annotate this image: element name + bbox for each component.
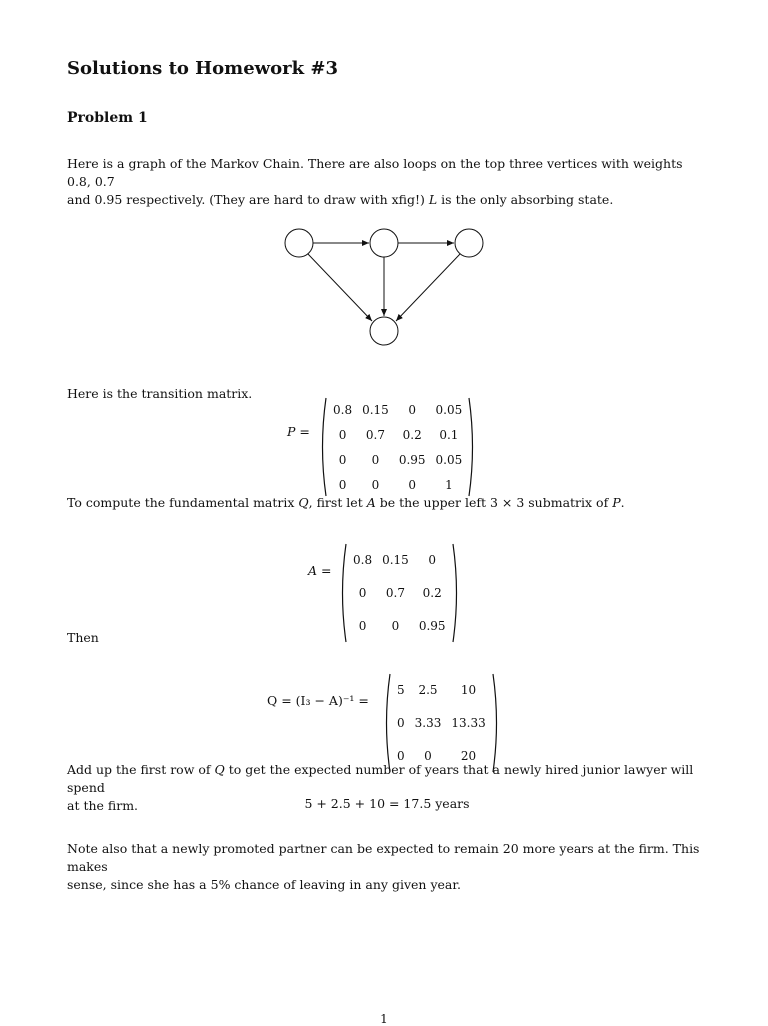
matrix-cell: 13.33 bbox=[451, 715, 486, 730]
matrix-row bbox=[328, 447, 467, 472]
matrix-cell: 0.15 bbox=[382, 552, 409, 567]
matrix-cell: 0 bbox=[391, 619, 400, 634]
matrix-cell: 0 bbox=[408, 477, 416, 492]
left-paren bbox=[318, 397, 328, 497]
graph-node bbox=[370, 229, 398, 257]
graph-node bbox=[285, 229, 313, 257]
markov-chain-graph bbox=[270, 215, 500, 350]
problem-heading: Problem 1 bbox=[67, 110, 148, 126]
matrix-cell: 0 bbox=[338, 427, 347, 442]
matrix-cell: 0 bbox=[338, 477, 347, 492]
matrix-cell: 0 bbox=[397, 715, 405, 730]
matrix-cell: 0 bbox=[358, 619, 367, 634]
matrix-cell: 0 bbox=[371, 477, 380, 492]
matrix-cell: 0.7 bbox=[365, 427, 385, 442]
matrix-cell: 0.8 bbox=[333, 402, 353, 417]
matrix-cell: 0 bbox=[358, 585, 367, 600]
matrix-cell: 0 bbox=[371, 452, 380, 467]
then-text: Then bbox=[67, 630, 99, 645]
matrix-cell: 0.15 bbox=[362, 402, 389, 417]
note-paragraph: Note also that a newly promoted partner can be expected to remain 20 more years at the firm. This makes sense, since she has a 5% chance of leaving in any given year. bbox=[67, 841, 700, 892]
matrix-cell: 0 bbox=[428, 552, 436, 567]
transition-text: Here is the transition matrix. bbox=[67, 386, 253, 401]
matrix-q bbox=[382, 673, 501, 773]
matrix-row bbox=[328, 397, 467, 422]
matrix-p-label: P = bbox=[287, 424, 310, 439]
matrix-cell: 0 bbox=[408, 402, 416, 417]
fundamental-text: To compute the fundamental matrix Q, first let A be the upper left 3 × 3 submatrix of P. bbox=[67, 495, 625, 510]
matrix-cell: 3.33 bbox=[414, 715, 442, 730]
matrix-row bbox=[348, 610, 451, 643]
matrix-cell: 0 bbox=[397, 749, 405, 764]
matrix-row bbox=[328, 422, 467, 447]
right-paren bbox=[451, 543, 461, 643]
matrix-cell: 0 bbox=[338, 452, 347, 467]
matrix-row bbox=[348, 543, 451, 576]
matrix-cell: 0.2 bbox=[402, 427, 422, 442]
right-paren bbox=[491, 673, 501, 773]
equation: 5 + 2.5 + 10 = 17.5 years bbox=[304, 796, 470, 811]
graph-edge bbox=[396, 254, 460, 321]
matrix-cell: 0 bbox=[424, 749, 432, 764]
graph-node bbox=[455, 229, 483, 257]
matrix-cell: 0.7 bbox=[385, 585, 405, 600]
matrix-cell: 5 bbox=[397, 682, 405, 697]
matrix-row bbox=[348, 576, 451, 609]
page-title: Solutions to Homework #3 bbox=[67, 58, 339, 79]
right-paren bbox=[467, 397, 477, 497]
left-paren bbox=[382, 673, 392, 773]
matrix-a bbox=[338, 543, 461, 643]
matrix-cell: 0.8 bbox=[353, 552, 373, 567]
matrix-cell: 2.5 bbox=[418, 682, 438, 697]
matrix-a-label: A = bbox=[308, 563, 332, 578]
matrix-a-table bbox=[348, 543, 451, 643]
left-paren bbox=[338, 543, 348, 643]
matrix-cell: 0.05 bbox=[435, 452, 463, 467]
matrix-q-table bbox=[392, 673, 491, 773]
matrix-cell: 0.95 bbox=[398, 452, 426, 467]
matrix-p bbox=[318, 397, 477, 497]
matrix-row bbox=[392, 673, 491, 706]
matrix-cell: 0.95 bbox=[418, 619, 446, 634]
graph-node bbox=[370, 317, 398, 345]
graph-edge bbox=[308, 254, 372, 321]
matrix-q-label: Q = (I₃ − A)⁻¹ = bbox=[267, 693, 369, 708]
intro-line-2: and 0.95 respectively. (They are hard to draw with xfig!) L is the only absorbing state. bbox=[67, 192, 614, 207]
matrix-cell: 0.2 bbox=[422, 585, 442, 600]
matrix-cell: 0.05 bbox=[435, 402, 463, 417]
matrix-cell: 1 bbox=[445, 477, 453, 492]
matrix-p-table bbox=[328, 397, 467, 497]
intro-line-1: Here is a graph of the Markov Chain. There are also loops on the top three vertices with weights 0.8, 0.7 bbox=[67, 156, 683, 189]
matrix-cell: 20 bbox=[460, 749, 477, 764]
matrix-row bbox=[392, 706, 491, 739]
intro-paragraph bbox=[67, 155, 707, 209]
matrix-cell: 0.1 bbox=[439, 427, 459, 442]
matrix-cell: 10 bbox=[460, 682, 477, 697]
addup-paragraph: Add up the first row of Q to get the expected number of years that a newly hired junior lawyer will spend at the firm. bbox=[67, 762, 694, 813]
page-number: 1 bbox=[380, 1012, 388, 1026]
